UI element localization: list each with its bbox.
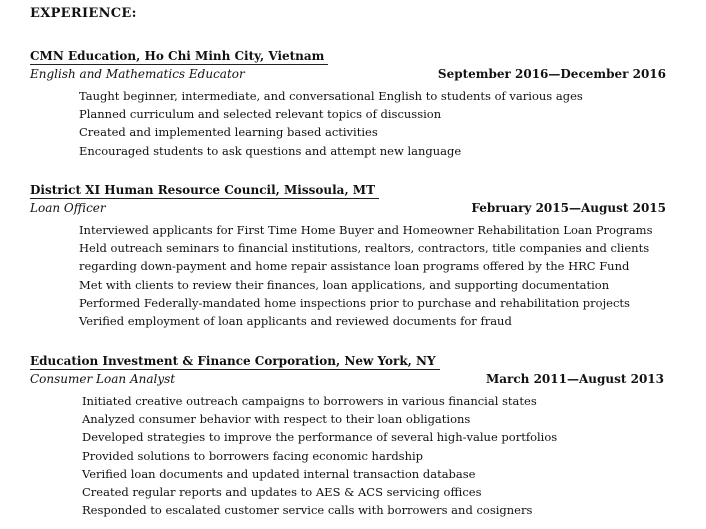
role-row [30, 67, 666, 85]
job-dates: February 2015—August 2015 [471, 201, 666, 215]
duty-item: Initiated creative outreach campaigns to borrowers in various financial states [82, 394, 537, 408]
duty-item: Planned curriculum and selected relevant topics of discussion [79, 107, 442, 122]
duty-item: Held outreach seminars to financial institutions, realtors, contractors, title companies and clients [79, 241, 650, 256]
job-entry [30, 354, 666, 519]
job-dates: March 2011—August 2013 [485, 372, 664, 386]
job-entry [30, 49, 666, 160]
duty-item: Met with clients to review their finances, loan applications, and supporting documentation [79, 277, 610, 292]
employer-name: District XI Human Resource Council, Missoula, MT [30, 183, 379, 199]
job-entry [30, 183, 666, 330]
duty-list [30, 221, 666, 330]
duty-item: Interviewed applicants for First Time Home Buyer and Homeowner Rehabilitation Loan Programs [79, 223, 653, 237]
duty-item: Performed Federally-mandated home inspections prior to purchase and rehabilitation projects [79, 295, 630, 310]
duty-item: Analyzed consumer behavior with respect to their loan obligations [82, 412, 471, 427]
section-title: EXPERIENCE: [30, 6, 137, 21]
duty-list [30, 392, 666, 519]
job-role: Consumer Loan Analyst [30, 372, 176, 386]
duty-item: Provided solutions to borrowers facing economic hardship [82, 448, 424, 463]
duty-item: Encouraged students to ask questions and attempt new language [79, 143, 462, 158]
duty-item: Responded to escalated customer service calls with borrowers and cosigners [82, 503, 533, 518]
duty-item: Taught beginner, intermediate, and conversational English to students of various ages [79, 89, 583, 103]
duty-item: regarding down-payment and home repair assistance loan programs offered by the HRC Fund [79, 259, 630, 274]
job-role: English and Mathematics Educator [30, 67, 245, 81]
job-dates: September 2016—December 2016 [437, 67, 666, 81]
job-role: Loan Officer [30, 201, 106, 215]
role-row [30, 372, 666, 390]
duty-item: Verified loan documents and updated internal transaction database [82, 466, 476, 481]
employer-name: Education Investment & Finance Corporation, New York, NY [30, 354, 440, 370]
duty-item: Created and implemented learning based activities [79, 125, 378, 140]
role-row [30, 201, 666, 219]
duty-list [30, 87, 666, 160]
duty-item: Verified employment of loan applicants and reviewed documents for fraud [79, 313, 512, 328]
employer-name: CMN Education, Ho Chi Minh City, Vietnam [30, 49, 328, 65]
duty-item: Developed strategies to improve the performance of several high-value portfolios [82, 430, 558, 445]
duty-item: Created regular reports and updates to AES & ACS servicing offices [82, 484, 482, 499]
